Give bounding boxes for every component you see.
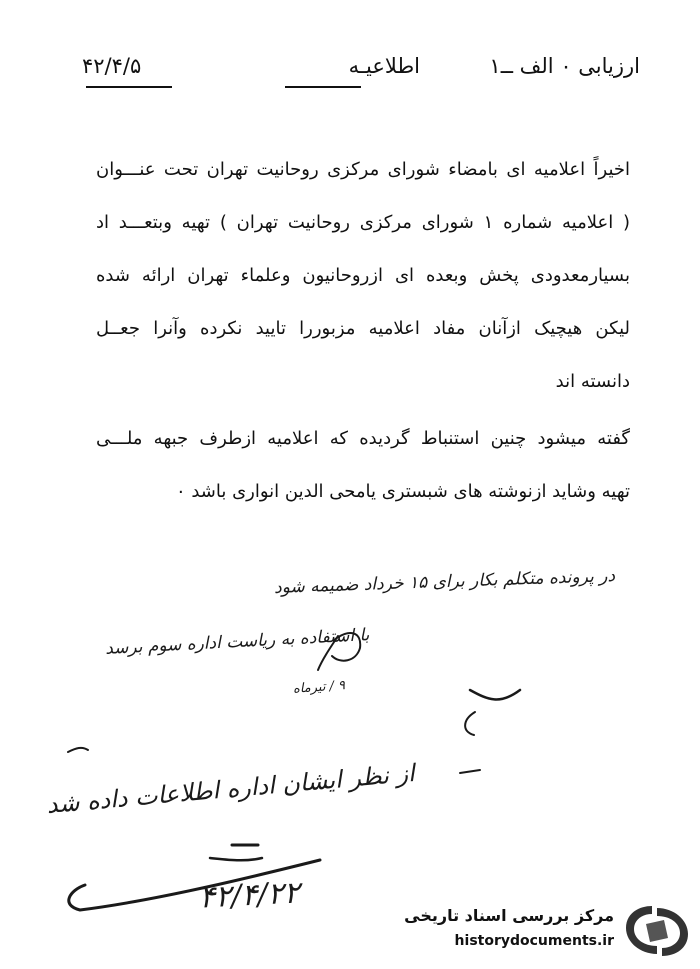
body-line: دانسته اند bbox=[555, 371, 630, 392]
watermark-url: historydocuments.ir bbox=[454, 933, 614, 949]
reference-code: ارزیابی ۰ الف ــ۱ bbox=[489, 54, 640, 78]
document-date: ۴۲/۴/۵ bbox=[82, 54, 142, 78]
body-line: گفته میشود چنین استنباط گردیده که اعلامیه ازطرف جبهه ملـــی bbox=[96, 428, 630, 449]
pen-mark bbox=[68, 748, 88, 752]
signature-stroke bbox=[465, 712, 475, 735]
archive-swirl-icon bbox=[622, 904, 692, 958]
handwritten-note: با استفاده به ریاست اداره سوم برسد bbox=[105, 625, 371, 659]
watermark bbox=[402, 900, 692, 960]
body-line: لیکن هیچیک ازآنان مفاد اعلامیه مزبوررا تایید نکرده وآنرا جعــل bbox=[96, 318, 630, 339]
watermark-title: مرکز بررسی اسناد تاریخی bbox=[404, 906, 614, 925]
body-line: اخیراً اعلامیه ای بامضاء شورای مرکزی روحانیت تهران تحت عنـــوان bbox=[96, 159, 630, 180]
handwritten-note: از نظر ایشان اداره اطلاعات داده شد bbox=[45, 758, 416, 820]
large-flourish bbox=[69, 860, 320, 910]
handwritten-date: ۴۲/۴/۲۲ bbox=[198, 875, 301, 916]
body-line: ( اعلامیه شماره ۱ شورای مرکزی روحانیت تهران ) تهیه وبتعـــد اد bbox=[96, 212, 630, 233]
signature-stroke bbox=[470, 690, 520, 699]
pen-mark bbox=[210, 858, 262, 860]
body-line: بسیارمعدودی پخش وبعده ای ازروحانیون وعلماء تهران ارائه شده bbox=[96, 265, 630, 286]
handwritten-note: در پرونده متکلم بکار برای ۱۵ خرداد ضمیمه شود bbox=[273, 566, 616, 598]
signature-stroke bbox=[318, 636, 338, 670]
handwritten-note-date: ۹ / تیرماه bbox=[292, 678, 346, 697]
body-line: تهیه وشاید ازنوشته های شبستری یامحی الدین انواری باشد ۰ bbox=[175, 481, 630, 502]
document-title: اطلاعیـه bbox=[348, 54, 420, 78]
pen-mark bbox=[460, 770, 480, 773]
